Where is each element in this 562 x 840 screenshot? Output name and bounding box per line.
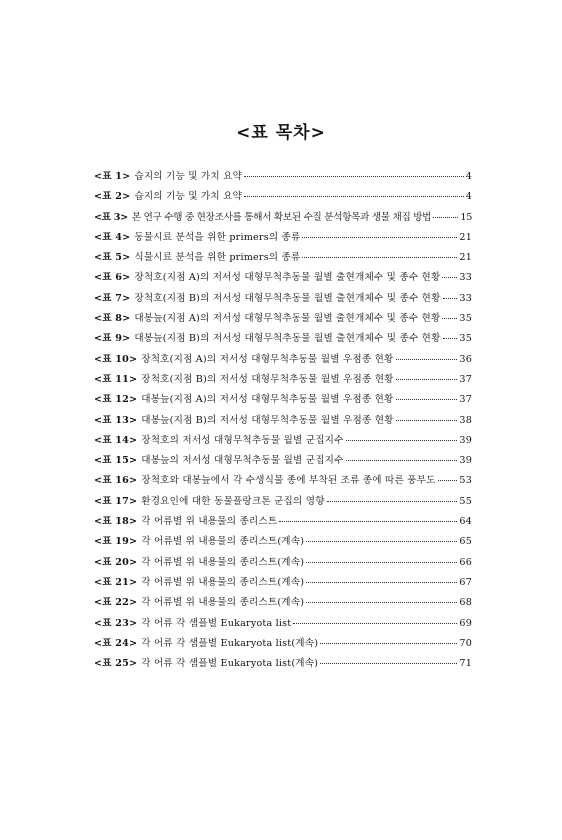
toc-entry[interactable] bbox=[94, 330, 472, 350]
toc-entry[interactable] bbox=[94, 229, 472, 249]
toc-entry[interactable] bbox=[94, 290, 472, 310]
dot-leader bbox=[244, 195, 464, 197]
toc-entry-title: 장척호의 저서성 대형무척추동물 월별 군집지수 bbox=[141, 434, 344, 446]
toc-entry-label: <표 10> bbox=[94, 353, 138, 365]
dot-leader bbox=[396, 398, 458, 400]
toc-entry-title: 동물시료 분석을 위한 primers의 종류 bbox=[134, 231, 301, 243]
toc-entry-label: <표 11> bbox=[94, 373, 138, 385]
toc-entry-label: <표 7> bbox=[94, 292, 131, 304]
toc-entry-page: 67 bbox=[459, 576, 472, 588]
toc-entry-page: 53 bbox=[459, 475, 472, 487]
toc-entry-label: <표 21> bbox=[94, 576, 138, 588]
toc-entry-page: 4 bbox=[465, 191, 472, 203]
toc-entry-label: <표 4> bbox=[94, 231, 131, 243]
toc-entry-label: <표 23> bbox=[94, 617, 138, 629]
dot-leader bbox=[306, 561, 457, 563]
toc-entry[interactable] bbox=[94, 574, 472, 594]
toc-entry-page: 35 bbox=[459, 333, 472, 345]
toc-entry-title: 각 어류별 위 내용물의 종리스트(계속) bbox=[141, 597, 305, 609]
toc-entry[interactable] bbox=[94, 472, 472, 492]
toc-entry-label: <표 24> bbox=[94, 637, 138, 649]
toc-entry-page: 39 bbox=[459, 434, 472, 446]
toc-entry-label: <표 5> bbox=[94, 252, 131, 264]
dot-leader bbox=[433, 216, 458, 218]
dot-leader bbox=[320, 662, 457, 664]
toc-entry-page: 69 bbox=[459, 617, 472, 629]
toc-entry-title: 장척호(지점 B)의 저서성 대형무척추동물 월별 우점종 현황 bbox=[141, 373, 394, 385]
toc-entry-label: <표 17> bbox=[94, 495, 138, 507]
toc-entry-title: 장척호(지점 B)의 저서성 대형무척추동물 월별 출현개체수 및 종수 현황 bbox=[134, 292, 441, 304]
toc-entry-label: <표 14> bbox=[94, 434, 138, 446]
toc-entry-label: <표 6> bbox=[94, 272, 131, 284]
toc-entry-title: 습지의 기능 및 가치 요약 bbox=[134, 171, 243, 182]
toc-entry[interactable] bbox=[94, 310, 472, 330]
toc-entry[interactable] bbox=[94, 168, 472, 188]
toc-entry-title: 본 연구 수행 중 현장조사를 통해서 확보된 수질 분석항목과 생물 채집 방법 bbox=[131, 211, 432, 223]
toc-entry[interactable] bbox=[94, 452, 472, 472]
toc-entry[interactable] bbox=[94, 655, 472, 675]
toc-entry-page: 64 bbox=[459, 516, 472, 528]
toc-entry-title: 각 어류별 위 내용물의 종리스트(계속) bbox=[141, 536, 305, 548]
toc-entry-title: 각 어류별 위 내용물의 종리스트 bbox=[141, 516, 278, 528]
toc-entry-title: 환경요인에 대한 동물플랑크톤 군집의 영향 bbox=[141, 495, 325, 507]
dot-leader bbox=[396, 419, 458, 421]
toc-entry-page: 33 bbox=[459, 272, 472, 284]
toc-entry-page: 37 bbox=[459, 394, 472, 406]
toc-entry-title: 식물시료 분석을 위한 primers의 종류 bbox=[134, 252, 301, 264]
toc-entry-page: 21 bbox=[459, 252, 472, 264]
dot-leader bbox=[396, 358, 458, 360]
toc-entry[interactable] bbox=[94, 188, 472, 208]
toc-entry-title: 각 어류 각 샘플별 Eukaryota list(계속) bbox=[141, 637, 319, 649]
dot-leader bbox=[438, 479, 458, 481]
dot-leader bbox=[279, 520, 457, 522]
toc-entry-title: 각 어류 각 샘플별 Eukaryota list bbox=[141, 617, 292, 629]
dot-leader bbox=[293, 622, 457, 624]
toc-entry-page: 4 bbox=[465, 171, 472, 182]
dot-leader bbox=[320, 642, 457, 644]
toc-entry[interactable] bbox=[94, 554, 472, 574]
toc-entry-page: 33 bbox=[459, 292, 472, 304]
toc-entry[interactable] bbox=[94, 269, 472, 289]
toc-entry-label: <표 1> bbox=[94, 171, 131, 182]
toc-entry-title: 습지의 기능 및 가치 요약 bbox=[134, 191, 243, 203]
toc-entry-label: <표 8> bbox=[94, 313, 131, 325]
toc-entry[interactable] bbox=[94, 351, 472, 371]
toc-entry-label: <표 16> bbox=[94, 475, 138, 487]
dot-leader bbox=[302, 256, 457, 258]
toc-entry-page: 38 bbox=[459, 414, 472, 426]
dot-leader bbox=[396, 378, 458, 380]
toc-entry[interactable] bbox=[94, 635, 472, 655]
dot-leader bbox=[306, 601, 457, 603]
dot-leader bbox=[327, 500, 458, 502]
toc-entry-page: 55 bbox=[459, 495, 472, 507]
toc-entry-label: <표 22> bbox=[94, 597, 138, 609]
toc-entry-title: 장척호(지점 A)의 저서성 대형무척추동물 월별 우점종 현황 bbox=[141, 353, 394, 365]
dot-leader bbox=[346, 459, 458, 461]
toc-entry-label: <표 15> bbox=[94, 455, 138, 467]
toc-entry[interactable] bbox=[94, 513, 472, 533]
toc-entry[interactable] bbox=[94, 371, 472, 391]
toc-entry-page: 66 bbox=[459, 556, 472, 568]
toc-entry-page: 70 bbox=[459, 637, 472, 649]
toc-entry-title: 장척호와 대봉늪에서 각 수생식물 종에 부착된 조류 종에 따른 풍부도 bbox=[141, 475, 436, 487]
toc-entry-page: 71 bbox=[459, 658, 472, 670]
page-title: <표 목차> bbox=[236, 123, 326, 143]
toc-entry-page: 65 bbox=[459, 536, 472, 548]
toc-entry[interactable] bbox=[94, 432, 472, 452]
toc-entry-title: 대봉늪(지점 A)의 저서성 대형무척추동물 월별 우점종 현황 bbox=[141, 394, 394, 406]
toc-entry-page: 68 bbox=[459, 597, 472, 609]
toc-entry-label: <표 25> bbox=[94, 658, 138, 670]
toc-entry[interactable] bbox=[94, 533, 472, 553]
toc-entry-title: 각 어류별 위 내용물의 종리스트(계속) bbox=[141, 556, 305, 568]
dot-leader bbox=[244, 175, 464, 177]
toc-entry-title: 대봉늪(지점 B)의 저서성 대형무척추동물 월별 우점종 현황 bbox=[141, 414, 394, 426]
dot-leader bbox=[443, 297, 458, 299]
toc-entry-label: <표 12> bbox=[94, 394, 138, 406]
toc-entry-label: <표 19> bbox=[94, 536, 138, 548]
dot-leader bbox=[346, 439, 458, 441]
dot-leader bbox=[443, 337, 458, 339]
toc-entry[interactable] bbox=[94, 391, 472, 411]
toc-entry-label: <표 2> bbox=[94, 191, 131, 203]
toc-entry[interactable] bbox=[94, 209, 472, 229]
toc-entry-page: 21 bbox=[459, 231, 472, 243]
toc-entry-page: 15 bbox=[460, 211, 472, 223]
toc-entry-page: 35 bbox=[459, 313, 472, 325]
toc-entry-page: 39 bbox=[459, 455, 472, 467]
toc-entry[interactable] bbox=[94, 412, 472, 432]
toc-entry[interactable] bbox=[94, 249, 472, 269]
toc-entry-label: <표 13> bbox=[94, 414, 138, 426]
toc-entry-title: 대봉늪의 저서성 대형무척추동물 월별 군집지수 bbox=[141, 455, 344, 467]
toc-entry-title: 장척호(지점 A)의 저서성 대형무척추동물 월별 출현개체수 및 종수 현황 bbox=[134, 272, 441, 284]
toc-entry[interactable] bbox=[94, 594, 472, 614]
toc-entry[interactable] bbox=[94, 493, 472, 513]
dot-leader bbox=[302, 236, 457, 238]
toc-entry-page: 36 bbox=[459, 353, 472, 365]
toc-entry-label: <표 9> bbox=[94, 333, 131, 345]
toc-entry-page: 37 bbox=[459, 373, 472, 385]
toc-entry-title: 각 어류별 위 내용물의 종리스트(계속) bbox=[141, 576, 305, 588]
toc-entry[interactable] bbox=[94, 615, 472, 635]
toc-entry-title: 대봉늪(지점 A)의 저서성 대형무척추동물 월별 출현개체수 및 종수 현황 bbox=[134, 313, 441, 325]
toc-entry-title: 각 어류 각 샘플별 Eukaryota list(계속) bbox=[141, 658, 319, 670]
toc-entry-title: 대봉늪(지점 B)의 저서성 대형무척추동물 월별 출현개체수 및 종수 현황 bbox=[134, 333, 441, 345]
dot-leader bbox=[442, 276, 457, 278]
dot-leader bbox=[442, 317, 457, 319]
toc-entry-label: <표 20> bbox=[94, 556, 138, 568]
toc-entry-label: <표 18> bbox=[94, 516, 138, 528]
dot-leader bbox=[306, 581, 457, 583]
dot-leader bbox=[306, 540, 457, 542]
table-of-contents bbox=[94, 168, 472, 675]
toc-entry-label: <표 3> bbox=[94, 211, 128, 223]
